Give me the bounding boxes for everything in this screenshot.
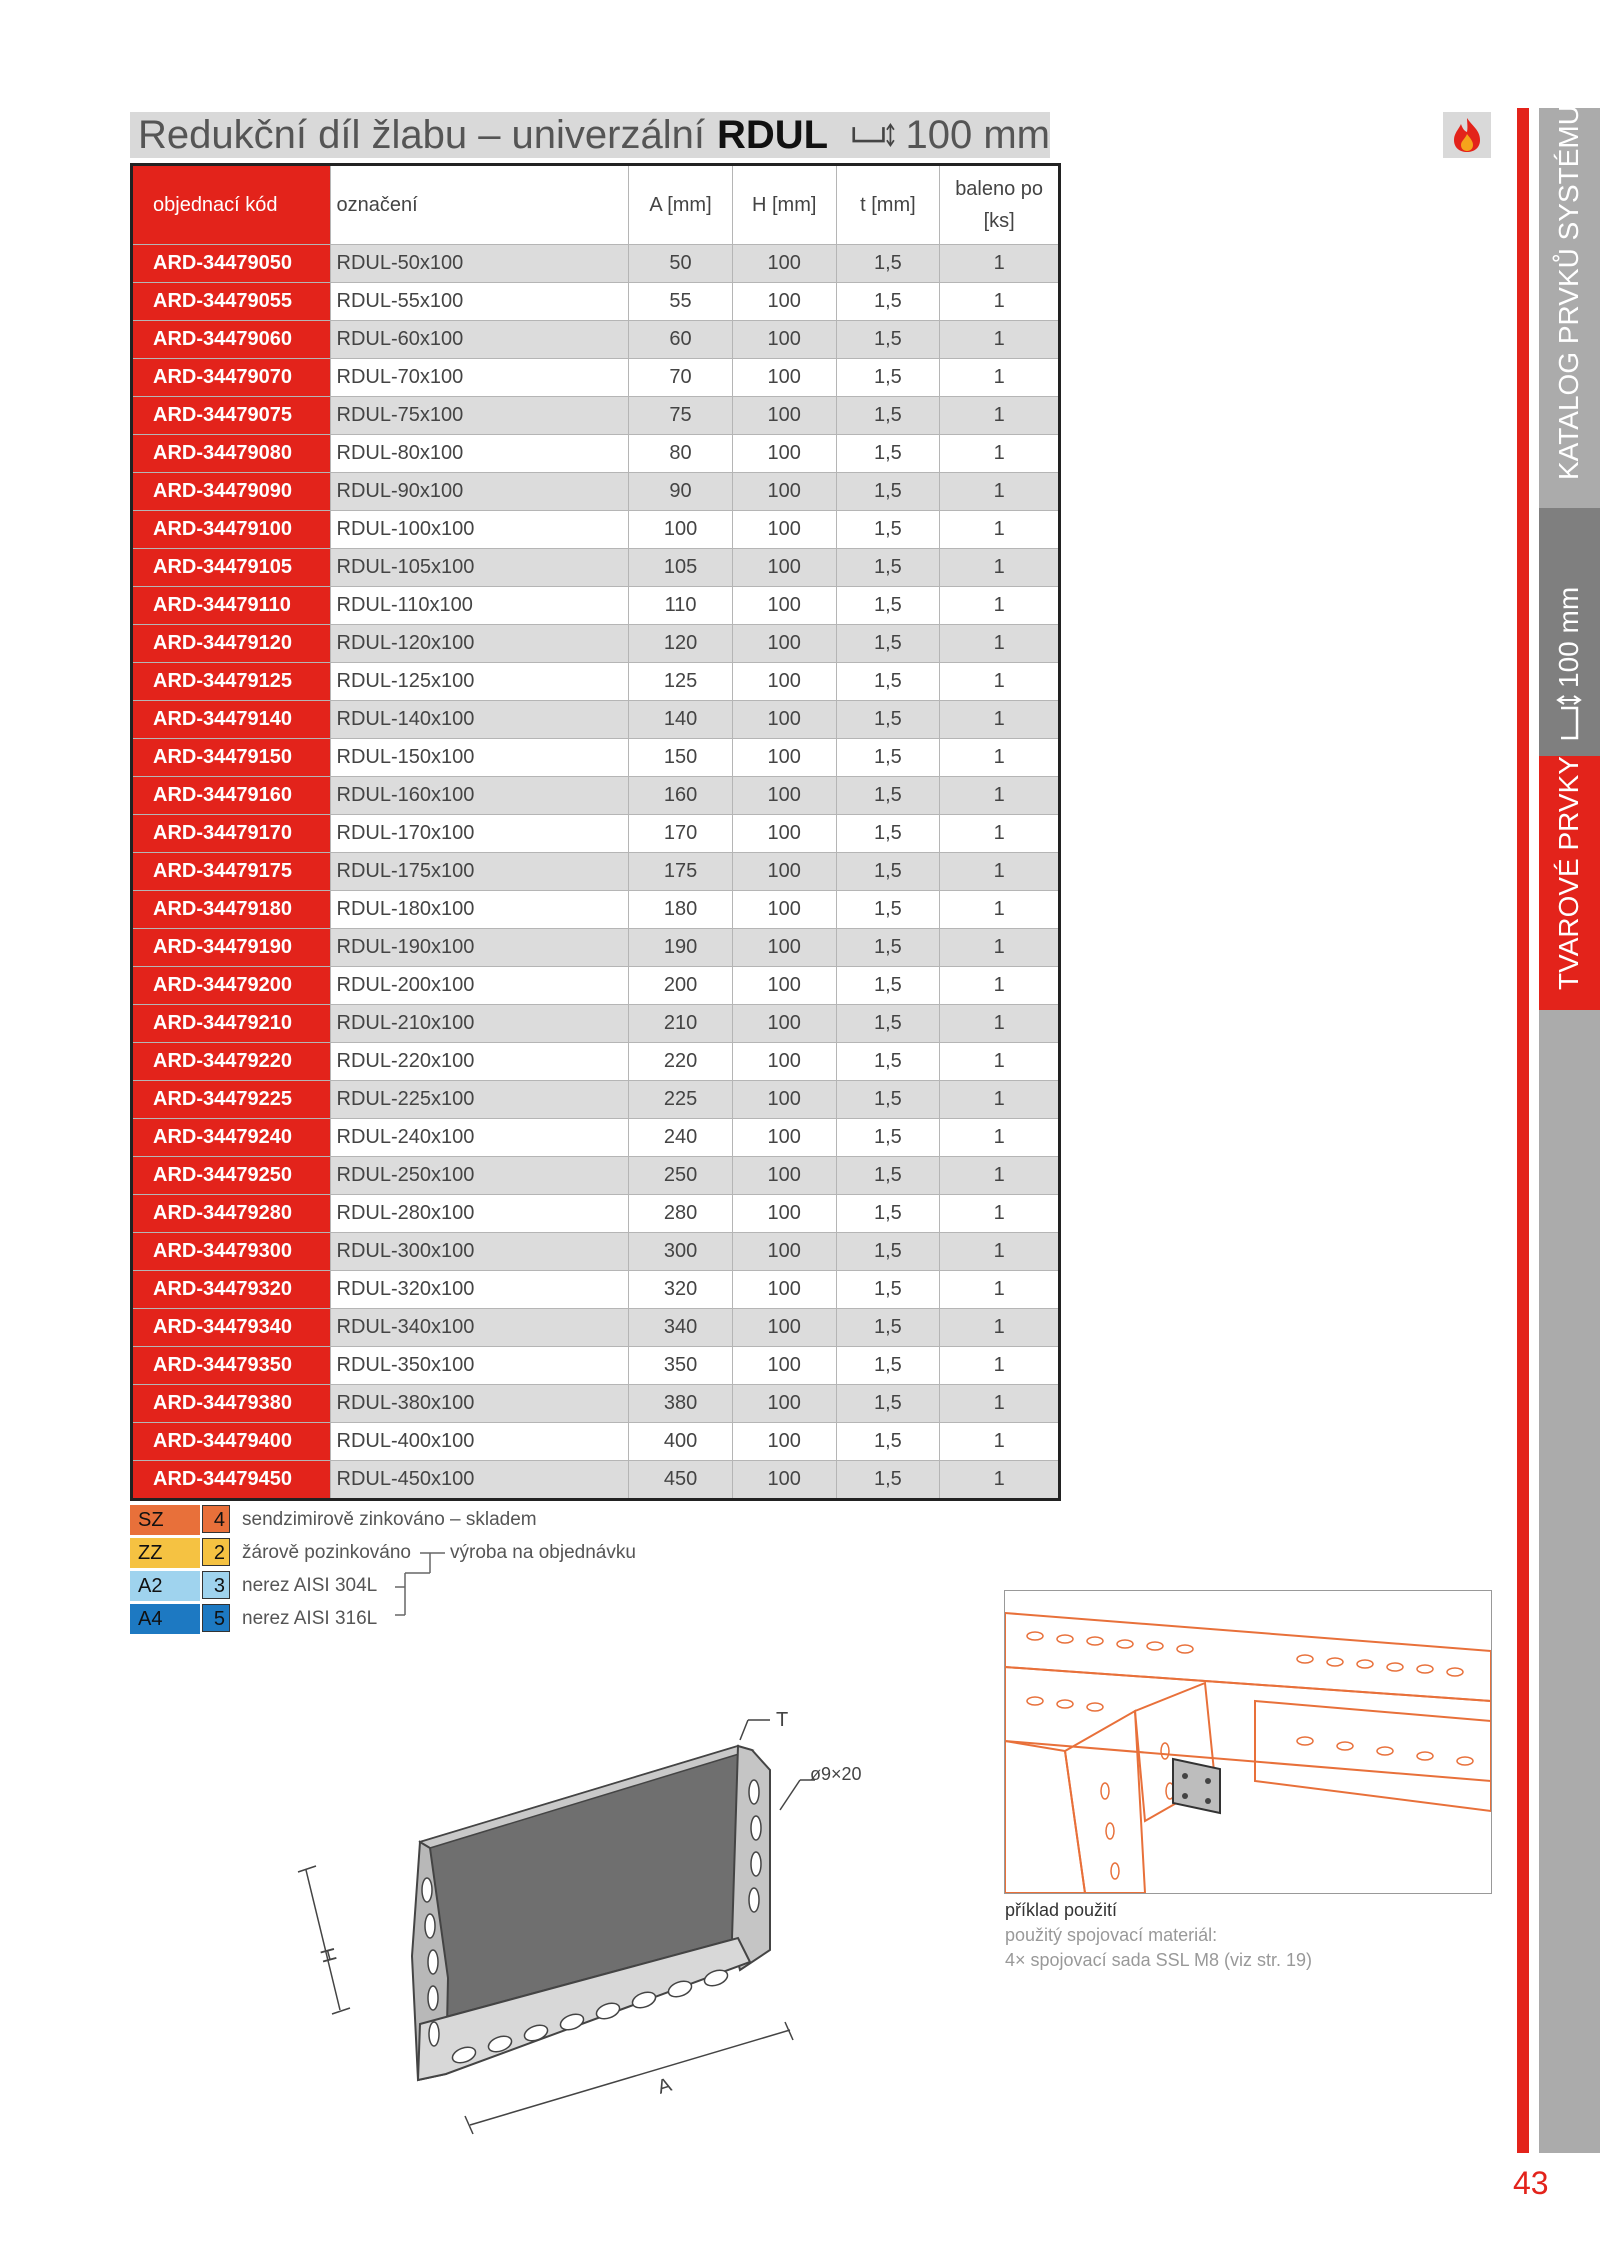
cell-designation: RDUL-225x100	[330, 1081, 629, 1119]
col-header-a: A [mm]	[629, 165, 733, 245]
cell-a: 280	[629, 1195, 733, 1233]
cell-order-code: ARD-34479190	[132, 929, 331, 967]
cell-pack: 1	[940, 1423, 1060, 1461]
cell-a: 170	[629, 815, 733, 853]
cell-a: 400	[629, 1423, 733, 1461]
cell-t: 1,5	[836, 663, 940, 701]
cell-designation: RDUL-90x100	[330, 473, 629, 511]
cell-h: 100	[732, 1347, 836, 1385]
dimension-a-label: A	[655, 2073, 675, 2099]
cell-t: 1,5	[836, 435, 940, 473]
table-row	[132, 1271, 1060, 1309]
sidebar-red-stripe	[1517, 108, 1529, 2153]
cell-t: 1,5	[836, 397, 940, 435]
legend-material-number: 4	[202, 1505, 230, 1533]
flame-icon	[1450, 116, 1484, 154]
cell-designation: RDUL-75x100	[330, 397, 629, 435]
cell-t: 1,5	[836, 1271, 940, 1309]
legend-material-text: nerez AISI 316L	[242, 1608, 378, 1629]
cell-pack: 1	[940, 549, 1060, 587]
cell-a: 300	[629, 1233, 733, 1271]
cell-designation: RDUL-210x100	[330, 1005, 629, 1043]
cell-order-code: ARD-34479320	[132, 1271, 331, 1309]
cell-designation: RDUL-80x100	[330, 435, 629, 473]
cell-pack: 1	[940, 1119, 1060, 1157]
table-row	[132, 321, 1060, 359]
cell-a: 100	[629, 511, 733, 549]
table-row	[132, 549, 1060, 587]
cell-a: 240	[629, 1119, 733, 1157]
table-row	[132, 815, 1060, 853]
legend-material-number: 5	[202, 1604, 230, 1632]
legend-row	[130, 1505, 650, 1535]
cell-order-code: ARD-34479380	[132, 1385, 331, 1423]
cell-t: 1,5	[836, 359, 940, 397]
cell-pack: 1	[940, 1385, 1060, 1423]
usage-caption	[1005, 1898, 1312, 1973]
sidebar-catalog-tab	[1539, 105, 1600, 508]
table-row	[132, 1081, 1060, 1119]
cell-order-code: ARD-34479240	[132, 1119, 331, 1157]
cell-h: 100	[732, 853, 836, 891]
cell-order-code: ARD-34479100	[132, 511, 331, 549]
cell-order-code: ARD-34479210	[132, 1005, 331, 1043]
cell-h: 100	[732, 397, 836, 435]
cell-a: 60	[629, 321, 733, 359]
col-header-code: objednací kód	[132, 165, 331, 245]
cell-order-code: ARD-34479080	[132, 435, 331, 473]
cell-a: 80	[629, 435, 733, 473]
cell-t: 1,5	[836, 929, 940, 967]
cell-t: 1,5	[836, 891, 940, 929]
cell-a: 110	[629, 587, 733, 625]
cell-a: 380	[629, 1385, 733, 1423]
cell-pack: 1	[940, 929, 1060, 967]
cell-pack: 1	[940, 1271, 1060, 1309]
cell-designation: RDUL-380x100	[330, 1385, 629, 1423]
cell-order-code: ARD-34479280	[132, 1195, 331, 1233]
cell-designation: RDUL-190x100	[330, 929, 629, 967]
cell-a: 55	[629, 283, 733, 321]
cell-designation: RDUL-340x100	[330, 1309, 629, 1347]
cell-a: 190	[629, 929, 733, 967]
cell-pack: 1	[940, 739, 1060, 777]
cell-pack: 1	[940, 1347, 1060, 1385]
cell-order-code: ARD-34479050	[132, 245, 331, 283]
legend-row	[130, 1604, 650, 1634]
page-title: Redukční díl žlabu – univerzální	[138, 112, 705, 157]
cell-h: 100	[732, 1195, 836, 1233]
cell-designation: RDUL-150x100	[330, 739, 629, 777]
cell-pack: 1	[940, 625, 1060, 663]
cell-designation: RDUL-120x100	[330, 625, 629, 663]
table-row	[132, 1195, 1060, 1233]
cell-order-code: ARD-34479180	[132, 891, 331, 929]
sidebar-section-label: TVAROVÉ PRVKY	[1553, 756, 1584, 990]
cell-designation: RDUL-300x100	[330, 1233, 629, 1271]
table-row	[132, 891, 1060, 929]
cell-a: 105	[629, 549, 733, 587]
cell-designation: RDUL-400x100	[330, 1423, 629, 1461]
cell-t: 1,5	[836, 777, 940, 815]
cell-t: 1,5	[836, 1005, 940, 1043]
table-row	[132, 1461, 1060, 1500]
legend-order-text: výroba na objednávku	[450, 1542, 636, 1563]
technical-drawing	[270, 1700, 890, 2150]
caption-material-label: použitý spojovací materiál:	[1005, 1925, 1218, 1945]
height-label: 100 mm	[905, 112, 1050, 157]
cell-order-code: ARD-34479090	[132, 473, 331, 511]
cell-t: 1,5	[836, 549, 940, 587]
legend-row	[130, 1571, 650, 1601]
cell-t: 1,5	[836, 1043, 940, 1081]
sidebar-bottom-stripe	[1539, 1010, 1600, 2153]
col-header-pack: baleno po [ks]	[940, 165, 1060, 245]
sidebar-height-group	[1553, 587, 1585, 740]
cell-order-code: ARD-34479120	[132, 625, 331, 663]
cell-a: 50	[629, 245, 733, 283]
cell-t: 1,5	[836, 1157, 940, 1195]
cell-h: 100	[732, 1119, 836, 1157]
cell-designation: RDUL-180x100	[330, 891, 629, 929]
cell-designation: RDUL-125x100	[330, 663, 629, 701]
cell-designation: RDUL-70x100	[330, 359, 629, 397]
cell-h: 100	[732, 1461, 836, 1500]
table-row	[132, 777, 1060, 815]
dimension-h	[298, 1866, 350, 2014]
cell-pack: 1	[940, 1043, 1060, 1081]
cell-a: 175	[629, 853, 733, 891]
cell-designation: RDUL-450x100	[330, 1461, 629, 1500]
cell-pack: 1	[940, 397, 1060, 435]
table-row	[132, 929, 1060, 967]
fire-resistance-badge	[1443, 112, 1491, 158]
cell-a: 180	[629, 891, 733, 929]
legend-material-code: SZ	[130, 1505, 200, 1535]
cell-pack: 1	[940, 321, 1060, 359]
cell-t: 1,5	[836, 1347, 940, 1385]
caption-title: příklad použití	[1005, 1900, 1118, 1920]
cell-order-code: ARD-34479175	[132, 853, 331, 891]
legend-material-text: nerez AISI 304L	[242, 1575, 378, 1596]
cell-a: 70	[629, 359, 733, 397]
cell-t: 1,5	[836, 1119, 940, 1157]
cell-h: 100	[732, 739, 836, 777]
cell-pack: 1	[940, 435, 1060, 473]
hole-size-label: ø9×20	[810, 1764, 862, 1784]
cell-a: 320	[629, 1271, 733, 1309]
cell-t: 1,5	[836, 1233, 940, 1271]
cell-order-code: ARD-34479450	[132, 1461, 331, 1500]
cell-designation: RDUL-60x100	[330, 321, 629, 359]
cell-t: 1,5	[836, 283, 940, 321]
cell-designation: RDUL-160x100	[330, 777, 629, 815]
caption-material-value: 4× spojovací sada SSL M8 (viz str. 19)	[1005, 1950, 1312, 1970]
cell-designation: RDUL-175x100	[330, 853, 629, 891]
cell-t: 1,5	[836, 1385, 940, 1423]
dimension-h-label: H	[315, 1945, 341, 1966]
cell-pack: 1	[940, 663, 1060, 701]
table-row	[132, 1309, 1060, 1347]
legend-material-code: ZZ	[130, 1538, 200, 1568]
legend-row	[130, 1538, 650, 1568]
legend-material-code: A4	[130, 1604, 200, 1634]
cell-pack: 1	[940, 587, 1060, 625]
cell-order-code: ARD-34479170	[132, 815, 331, 853]
cell-pack: 1	[940, 1195, 1060, 1233]
table-row	[132, 625, 1060, 663]
cell-h: 100	[732, 511, 836, 549]
cell-designation: RDUL-350x100	[330, 1347, 629, 1385]
cell-a: 250	[629, 1157, 733, 1195]
cell-order-code: ARD-34479105	[132, 549, 331, 587]
table-row	[132, 1043, 1060, 1081]
table-row	[132, 473, 1060, 511]
legend-material-code: A2	[130, 1571, 200, 1601]
cell-order-code: ARD-34479225	[132, 1081, 331, 1119]
cell-h: 100	[732, 625, 836, 663]
cell-order-code: ARD-34479110	[132, 587, 331, 625]
table-row	[132, 853, 1060, 891]
cell-t: 1,5	[836, 1423, 940, 1461]
cell-a: 340	[629, 1309, 733, 1347]
cell-designation: RDUL-105x100	[330, 549, 629, 587]
cable-tray-height-icon	[1555, 694, 1583, 740]
sidebar-catalog-label: KATALOG PRVKŮ SYSTÉMU	[1553, 105, 1584, 480]
cell-t: 1,5	[836, 245, 940, 283]
page-number: 43	[1513, 2165, 1549, 2201]
table-row	[132, 663, 1060, 701]
cell-h: 100	[732, 1005, 836, 1043]
cell-h: 100	[732, 929, 836, 967]
cell-pack: 1	[940, 1157, 1060, 1195]
cell-h: 100	[732, 473, 836, 511]
table-row	[132, 435, 1060, 473]
cell-pack: 1	[940, 777, 1060, 815]
sidebar-height-tab	[1539, 508, 1600, 756]
cell-order-code: ARD-34479250	[132, 1157, 331, 1195]
table-row	[132, 397, 1060, 435]
table-row	[132, 1233, 1060, 1271]
cell-order-code: ARD-34479150	[132, 739, 331, 777]
cell-designation: RDUL-220x100	[330, 1043, 629, 1081]
cell-designation: RDUL-240x100	[330, 1119, 629, 1157]
table-row	[132, 739, 1060, 777]
col-header-t: t [mm]	[836, 165, 940, 245]
cell-order-code: ARD-34479350	[132, 1347, 331, 1385]
cell-t: 1,5	[836, 587, 940, 625]
cell-h: 100	[732, 1423, 836, 1461]
cell-order-code: ARD-34479160	[132, 777, 331, 815]
cell-h: 100	[732, 701, 836, 739]
cell-t: 1,5	[836, 967, 940, 1005]
table-row	[132, 245, 1060, 283]
cell-order-code: ARD-34479060	[132, 321, 331, 359]
cell-pack: 1	[940, 359, 1060, 397]
cell-t: 1,5	[836, 511, 940, 549]
cell-a: 210	[629, 1005, 733, 1043]
product-table	[130, 163, 1061, 1501]
page-title-bar	[130, 112, 1050, 158]
cell-h: 100	[732, 587, 836, 625]
cell-t: 1,5	[836, 625, 940, 663]
cell-pack: 1	[940, 1461, 1060, 1500]
table-row	[132, 359, 1060, 397]
cell-a: 160	[629, 777, 733, 815]
cell-pack: 1	[940, 891, 1060, 929]
cell-a: 125	[629, 663, 733, 701]
cell-h: 100	[732, 777, 836, 815]
legend-material-text: sendzimirově zinkováno – skladem	[242, 1509, 537, 1530]
cell-designation: RDUL-50x100	[330, 245, 629, 283]
cell-designation: RDUL-55x100	[330, 283, 629, 321]
cell-designation: RDUL-250x100	[330, 1157, 629, 1195]
cell-pack: 1	[940, 283, 1060, 321]
cell-pack: 1	[940, 701, 1060, 739]
cell-pack: 1	[940, 473, 1060, 511]
cell-h: 100	[732, 435, 836, 473]
cell-designation: RDUL-320x100	[330, 1271, 629, 1309]
cell-designation: RDUL-200x100	[330, 967, 629, 1005]
cell-pack: 1	[940, 245, 1060, 283]
cell-pack: 1	[940, 1005, 1060, 1043]
table-row	[132, 701, 1060, 739]
cell-order-code: ARD-34479220	[132, 1043, 331, 1081]
cell-a: 220	[629, 1043, 733, 1081]
cell-pack: 1	[940, 815, 1060, 853]
table-row	[132, 1157, 1060, 1195]
cell-t: 1,5	[836, 321, 940, 359]
cell-h: 100	[732, 1081, 836, 1119]
cell-a: 350	[629, 1347, 733, 1385]
cell-order-code: ARD-34479340	[132, 1309, 331, 1347]
cell-order-code: ARD-34479300	[132, 1233, 331, 1271]
cell-pack: 1	[940, 967, 1060, 1005]
cell-h: 100	[732, 891, 836, 929]
cell-order-code: ARD-34479075	[132, 397, 331, 435]
cell-order-code: ARD-34479125	[132, 663, 331, 701]
cell-a: 120	[629, 625, 733, 663]
cell-h: 100	[732, 1157, 836, 1195]
cell-a: 140	[629, 701, 733, 739]
legend-material-number: 3	[202, 1571, 230, 1599]
table-row	[132, 1385, 1060, 1423]
cell-designation: RDUL-170x100	[330, 815, 629, 853]
cell-order-code: ARD-34479140	[132, 701, 331, 739]
cell-a: 200	[629, 967, 733, 1005]
cell-h: 100	[732, 245, 836, 283]
cable-tray-height-icon	[852, 120, 897, 150]
cell-t: 1,5	[836, 739, 940, 777]
cell-h: 100	[732, 663, 836, 701]
sidebar-height-label: 100 mm	[1553, 586, 1584, 688]
table-row	[132, 967, 1060, 1005]
table-row	[132, 511, 1060, 549]
cell-pack: 1	[940, 1309, 1060, 1347]
table-row	[132, 587, 1060, 625]
cell-t: 1,5	[836, 1309, 940, 1347]
cell-t: 1,5	[836, 1081, 940, 1119]
sidebar-section-tab	[1539, 756, 1600, 1010]
cell-pack: 1	[940, 1081, 1060, 1119]
cell-a: 225	[629, 1081, 733, 1119]
cell-t: 1,5	[836, 853, 940, 891]
cell-a: 75	[629, 397, 733, 435]
cell-designation: RDUL-110x100	[330, 587, 629, 625]
cell-h: 100	[732, 549, 836, 587]
product-code: RDUL	[717, 112, 829, 157]
cell-t: 1,5	[836, 473, 940, 511]
cell-pack: 1	[940, 853, 1060, 891]
cell-h: 100	[732, 1309, 836, 1347]
cell-order-code: ARD-34479055	[132, 283, 331, 321]
cell-a: 90	[629, 473, 733, 511]
table-row	[132, 1119, 1060, 1157]
cell-t: 1,5	[836, 815, 940, 853]
cell-t: 1,5	[836, 1461, 940, 1500]
cell-order-code: ARD-34479400	[132, 1423, 331, 1461]
cell-t: 1,5	[836, 701, 940, 739]
cell-h: 100	[732, 283, 836, 321]
col-header-designation: označení	[330, 165, 629, 245]
table-row	[132, 1423, 1060, 1461]
cell-pack: 1	[940, 511, 1060, 549]
cell-t: 1,5	[836, 1195, 940, 1233]
cell-h: 100	[732, 1271, 836, 1309]
table-row	[132, 1005, 1060, 1043]
cell-order-code: ARD-34479070	[132, 359, 331, 397]
cell-designation: RDUL-140x100	[330, 701, 629, 739]
col-header-h: H [mm]	[732, 165, 836, 245]
cell-h: 100	[732, 321, 836, 359]
legend-material-text: žárově pozinkováno	[242, 1542, 411, 1563]
cell-h: 100	[732, 1233, 836, 1271]
cell-order-code: ARD-34479200	[132, 967, 331, 1005]
cell-pack: 1	[940, 1233, 1060, 1271]
table-row	[132, 283, 1060, 321]
cell-h: 100	[732, 1043, 836, 1081]
cell-h: 100	[732, 359, 836, 397]
cell-a: 450	[629, 1461, 733, 1500]
cell-h: 100	[732, 815, 836, 853]
thickness-label: T	[776, 1709, 789, 1731]
table-row	[132, 1347, 1060, 1385]
legend-material-number: 2	[202, 1538, 230, 1566]
cell-designation: RDUL-280x100	[330, 1195, 629, 1233]
cell-designation: RDUL-100x100	[330, 511, 629, 549]
cell-h: 100	[732, 967, 836, 1005]
cell-a: 150	[629, 739, 733, 777]
cell-h: 100	[732, 1385, 836, 1423]
table-header-row	[132, 165, 1060, 245]
usage-example-image	[1004, 1590, 1492, 1894]
